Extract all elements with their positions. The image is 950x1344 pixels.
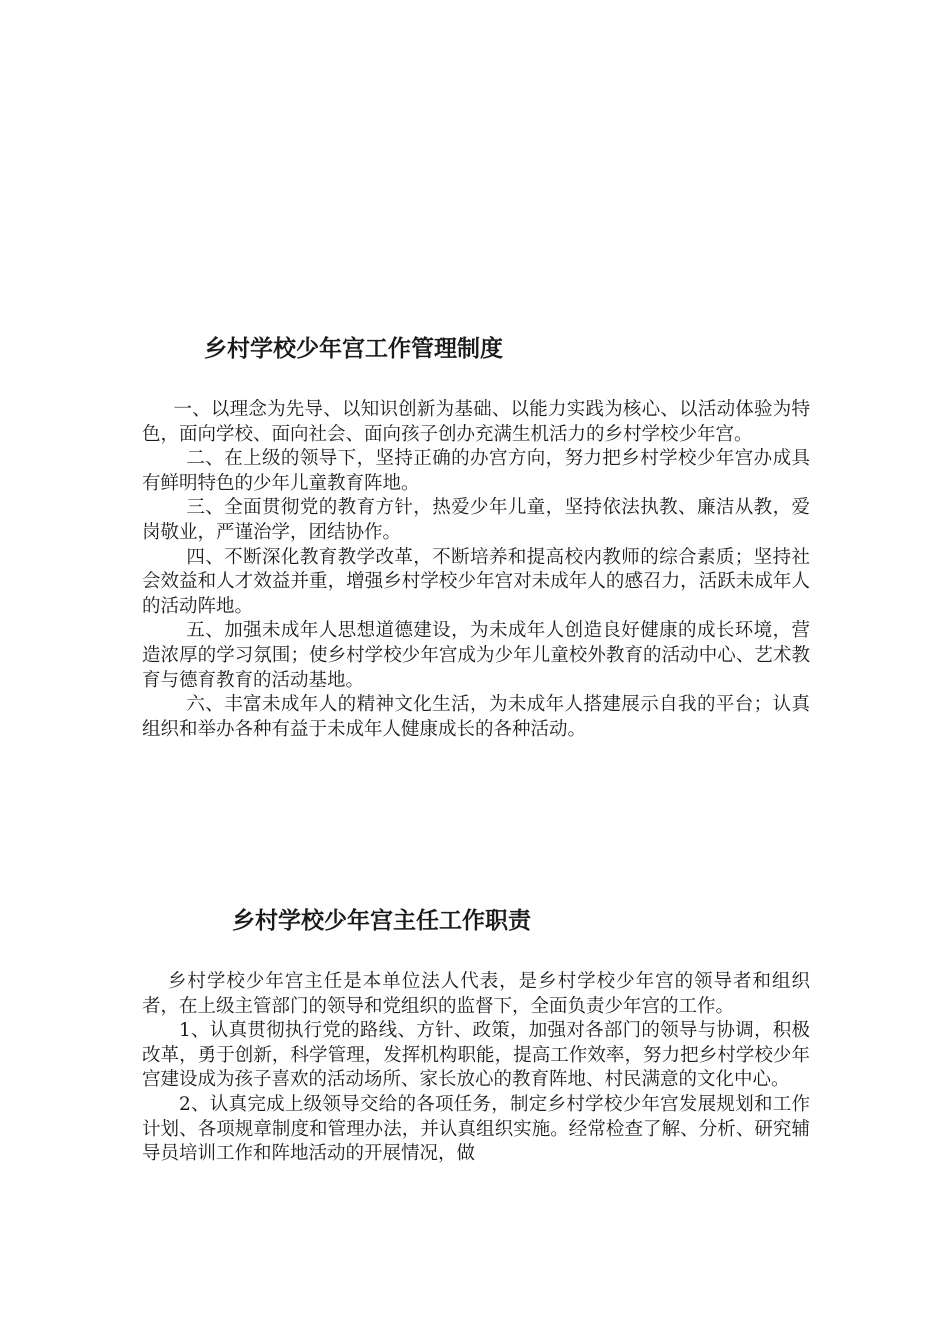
paragraph: 一、以理念为先导、以知识创新为基础、以能力实践为核心、以活动体验为特色，面向学校、面向社会、面向孩子创办充满生机活力的乡村学校少年宫。 bbox=[142, 399, 810, 445]
paragraph: 三、全面贯彻党的教育方针，热爱少年儿童，坚持依法执教、廉洁从教，爱岗敬业，严谨治学，团结协作。 bbox=[142, 497, 810, 543]
section-title: 乡村学校少年宫主任工作职责 bbox=[232, 908, 531, 934]
section-body bbox=[142, 970, 810, 1167]
section-director-duties bbox=[142, 906, 810, 1167]
paragraph: 二、在上级的领导下，坚持正确的办宫方向，努力把乡村学校少年宫办成具有鲜明特色的少年儿童教育阵地。 bbox=[142, 448, 810, 494]
paragraph: 乡村学校少年宫主任是本单位法人代表，是乡村学校少年宫的领导者和组织者，在上级主管部门的领导和党组织的监督下，全面负责少年宫的工作。 bbox=[142, 971, 810, 1017]
section-management-rules bbox=[142, 334, 810, 742]
section-body bbox=[142, 398, 810, 742]
paragraph: 2、认真完成上级领导交给的各项任务，制定乡村学校少年宫发展规划和工作计划、各项规章制度和管理办法，并认真组织实施。经常检查了解、分析、研究辅导员培训工作和阵地活动的开展情况，做 bbox=[142, 1093, 810, 1165]
paragraph: 四、不断深化教育教学改革，不断培养和提高校内教师的综合素质；坚持社会效益和人才效益并重，增强乡村学校少年宫对未成年人的感召力，活跃未成年人的活动阵地。 bbox=[142, 546, 810, 617]
section-title: 乡村学校少年宫工作管理制度 bbox=[204, 336, 503, 362]
paragraph: 五、加强未成年人思想道德建设，为未成年人创造良好健康的成长环境，营造浓厚的学习氛围；使乡村学校少年宫成为少年儿童校外教育的活动中心、艺术教育与德育教育的活动基地。 bbox=[142, 620, 810, 691]
paragraph: 六、丰富未成年人的精神文化生活，为未成年人搭建展示自我的平台；认真组织和举办各种有益于未成年人健康成长的各种活动。 bbox=[142, 694, 810, 740]
paragraph: 1、认真贯彻执行党的路线、方针、政策，加强对各部门的领导与协调，积极改革，勇于创新，科学管理，发挥机构职能，提高工作效率，努力把乡村学校少年宫建设成为孩子喜欢的活动场所、家长放心的教育阵地、村民满意的文化中心。 bbox=[142, 1020, 810, 1091]
